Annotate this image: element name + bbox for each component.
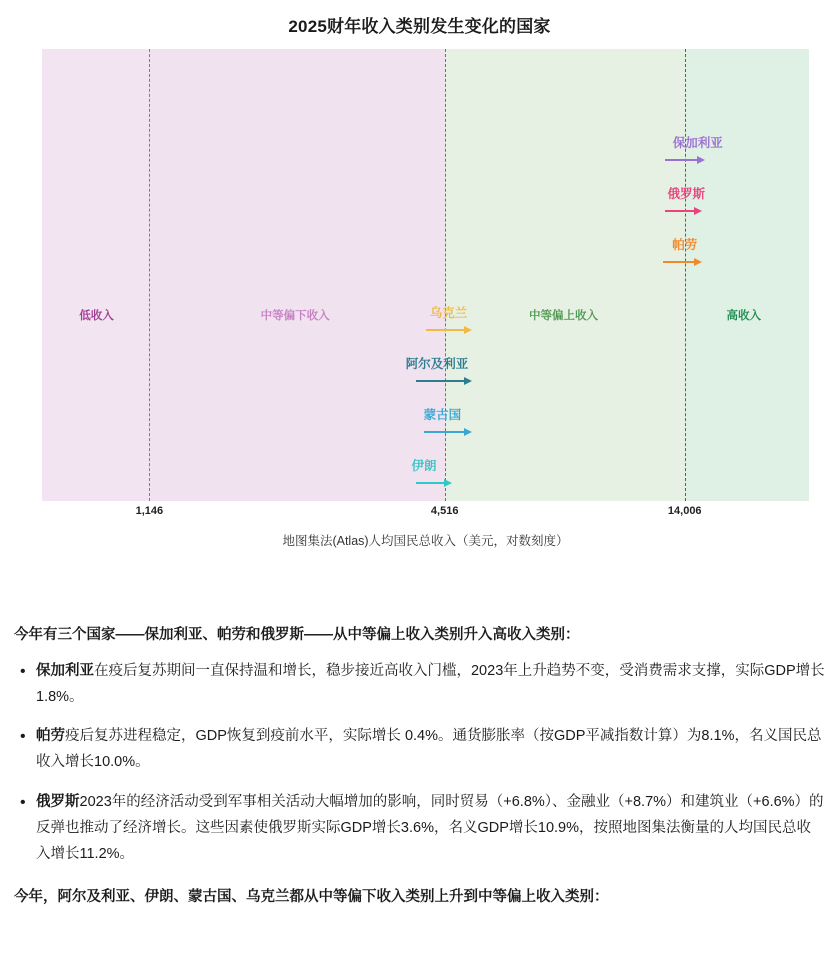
closing-paragraph: 今年，阿尔及利亚、伊朗、蒙古国、乌克兰都从中等偏下收入类别上升到中等偏上收入类别： xyxy=(14,889,609,906)
country-label: 俄罗斯 xyxy=(667,187,706,201)
country-entry xyxy=(42,238,809,267)
arrow-shaft xyxy=(426,329,467,331)
band-label-4: 高收入 xyxy=(726,310,762,322)
country-label: 伊朗 xyxy=(411,459,437,473)
arrow-shaft xyxy=(416,482,447,484)
country-label: 保加利亚 xyxy=(672,136,723,150)
arrow-head xyxy=(697,156,705,164)
bullet-list xyxy=(14,659,825,868)
axis-tick-label: 4,516 xyxy=(430,505,459,517)
page-title: 2025财年收入类别发生变化的国家 xyxy=(288,17,551,36)
arrow-icon xyxy=(424,431,472,433)
list-item-text: 疫后复苏进程稳定，GDP恢复到疫前水平，实际增长 0.4%。通货膨胀率（按GDP平减指数计算）为8.1%，名义国民总收入增长10.0%。 xyxy=(36,728,822,771)
arrow-head xyxy=(464,377,472,385)
list-item xyxy=(14,724,825,776)
band-label-2: 中等偏下收入 xyxy=(260,310,330,322)
band-label-3: 中等偏上收入 xyxy=(529,310,599,322)
country-entry xyxy=(42,357,809,386)
arrow-shaft xyxy=(665,159,701,161)
country-entry xyxy=(42,459,809,488)
arrow-shaft xyxy=(416,380,466,382)
arrow-icon xyxy=(665,159,706,161)
country-entry xyxy=(42,306,809,335)
arrow-icon xyxy=(663,261,701,263)
list-item-country: 帕劳 xyxy=(36,728,65,745)
country-label: 阿尔及利亚 xyxy=(405,357,469,371)
arrow-head xyxy=(464,326,472,334)
country-entry xyxy=(42,136,809,165)
country-entry xyxy=(42,187,809,216)
chart-container xyxy=(42,49,809,501)
list-item-text: 在疫后复苏期间一直保持温和增长，稳步接近高收入门槛，2023年上升趋势不变，受消费需求支撑，实际GDP增长1.8%。 xyxy=(36,662,825,705)
arrow-shaft xyxy=(424,431,467,433)
article-body xyxy=(14,623,825,911)
arrow-head xyxy=(694,258,702,266)
chart-x-axis xyxy=(42,501,809,523)
country-entry xyxy=(42,408,809,437)
arrow-shaft xyxy=(663,261,696,263)
arrow-shaft xyxy=(665,210,697,212)
arrow-icon xyxy=(665,210,702,212)
list-item-country: 俄罗斯 xyxy=(36,793,80,810)
arrow-icon xyxy=(426,329,472,331)
list-item xyxy=(14,790,825,867)
arrow-head xyxy=(464,428,472,436)
country-label: 蒙古国 xyxy=(423,408,462,422)
list-item xyxy=(14,659,825,711)
arrow-icon xyxy=(416,482,452,484)
chart-axis-title: 地图集法(Atlas)人均国民总收入（美元，对数刻度） xyxy=(282,534,569,548)
arrow-head xyxy=(694,207,702,215)
list-item-text: 2023年的经济活动受到军事相关活动大幅增加的影响，同时贸易（+6.8%）、金融业（+8.7%）和建筑业（+6.6%）的反弹也推动了经济增长。这些因素使俄罗斯实际GDP增长3.6%，名义GDP增长10.9%，按照地图集法衡量的人均国民总收入增长11.2%。 xyxy=(36,793,824,862)
arrow-head xyxy=(444,479,452,487)
arrow-icon xyxy=(416,380,471,382)
list-item-country: 保加利亚 xyxy=(36,662,94,679)
country-label: 乌克兰 xyxy=(429,306,468,320)
country-label: 帕劳 xyxy=(672,238,698,252)
chart-plot-area xyxy=(42,49,809,501)
band-label-1: 低收入 xyxy=(79,310,114,322)
axis-tick-label: 14,006 xyxy=(667,505,702,517)
lead-paragraph: 今年有三个国家——保加利亚、帕劳和俄罗斯——从中等偏上收入类别升入高收入类别： xyxy=(14,627,580,643)
axis-tick-label: 1,146 xyxy=(135,505,164,517)
